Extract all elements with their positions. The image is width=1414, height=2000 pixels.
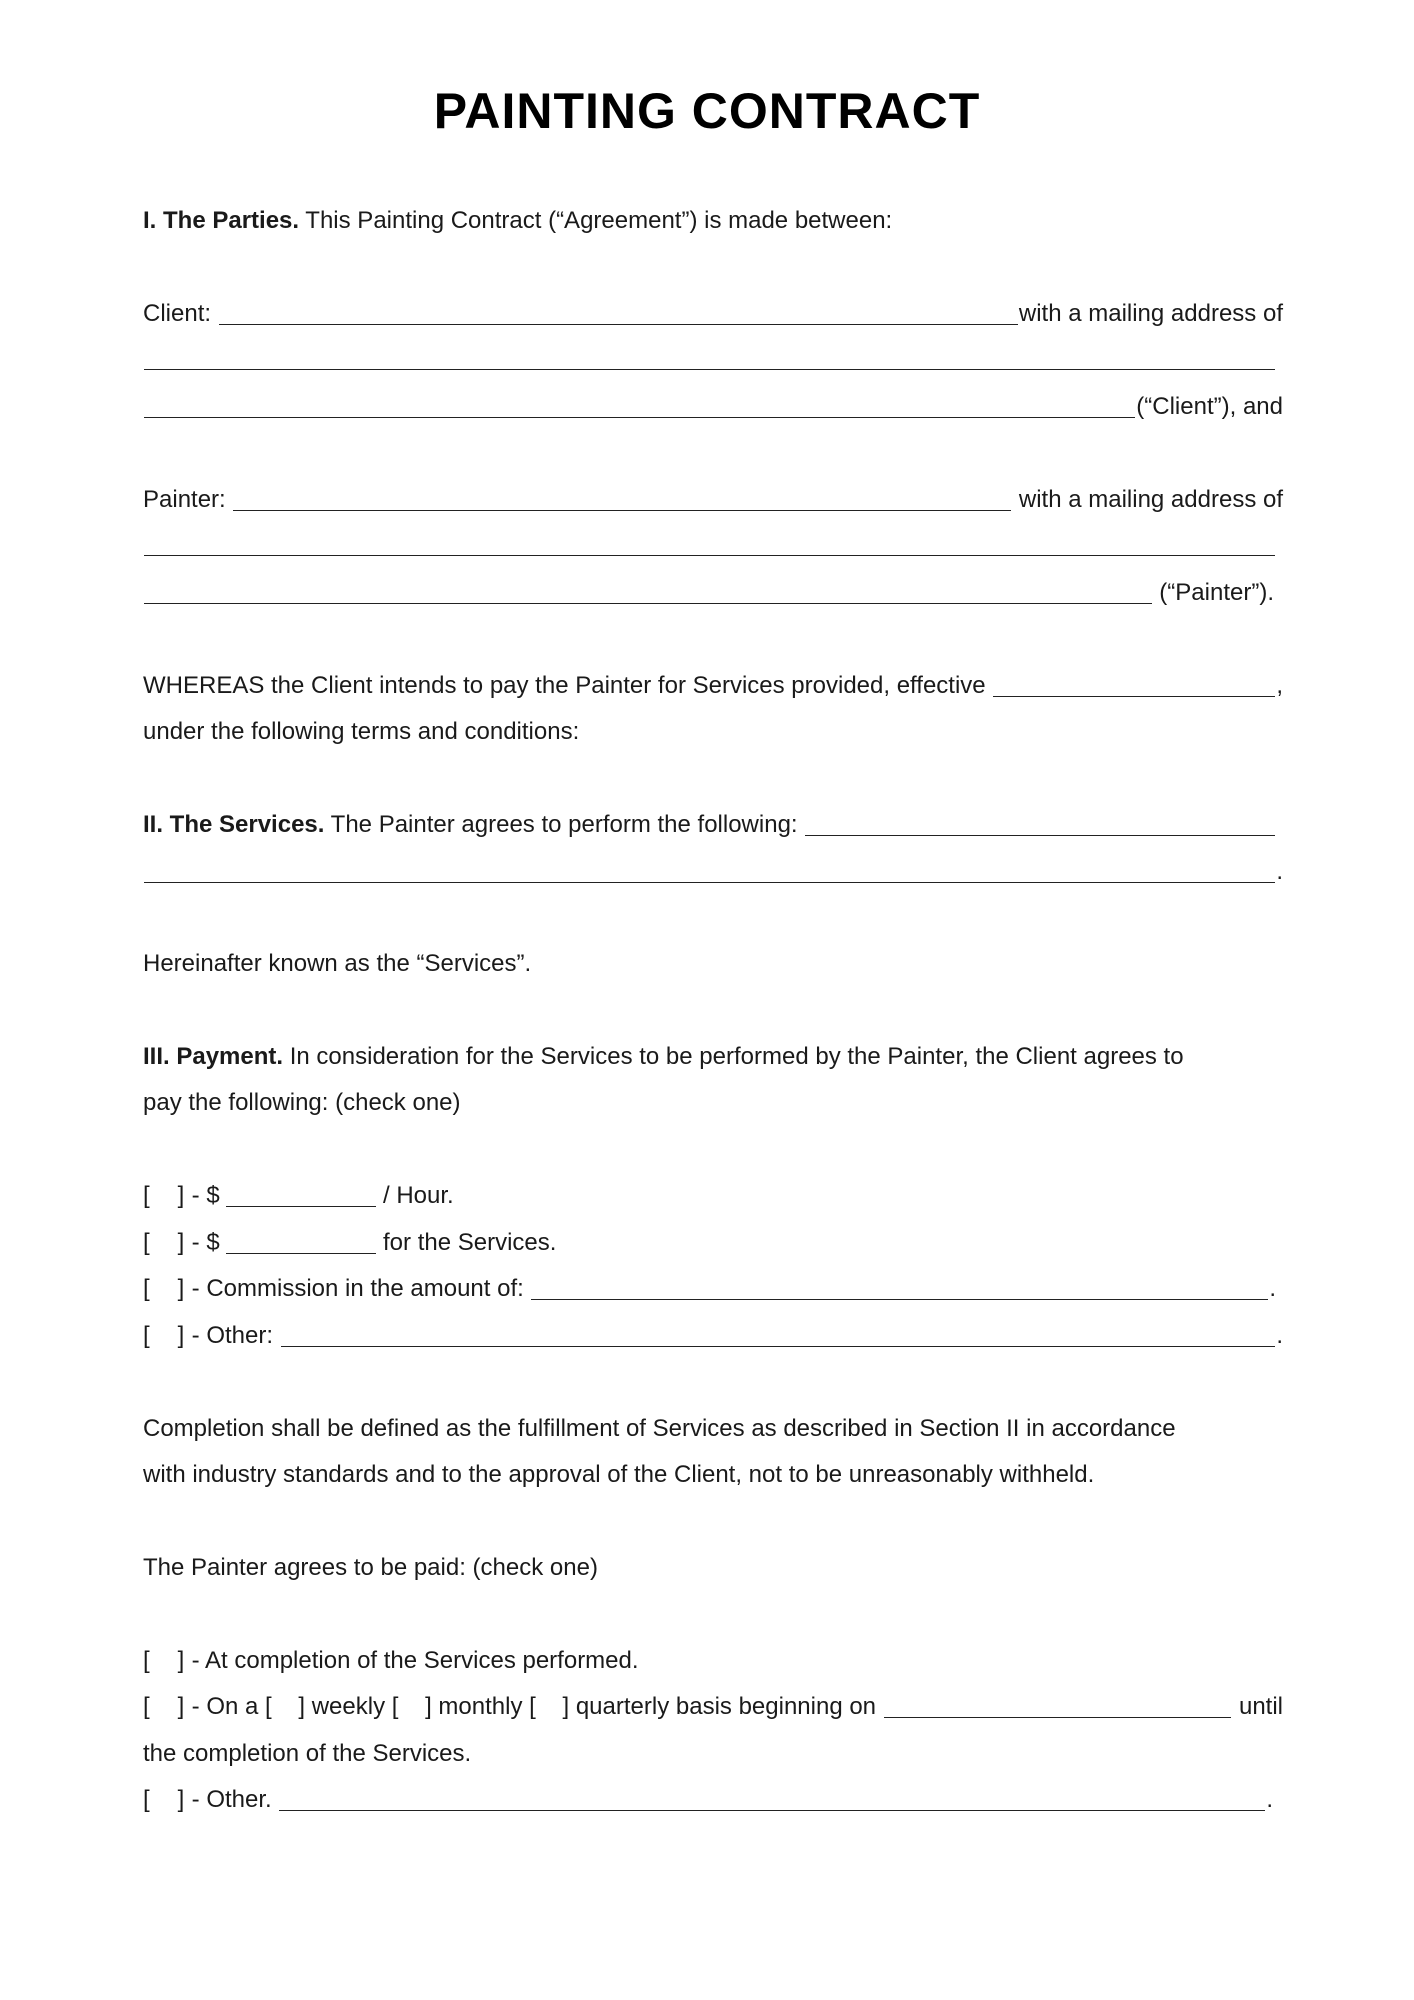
whereas-line-2 [143,715,1283,749]
quarterly-label: quarterly basis beginning on [569,1693,883,1720]
services-heading: II. The Services. [143,811,325,838]
paid-other-checkbox[interactable]: [ ] [143,1786,187,1813]
painter-name-field[interactable] [233,488,1011,511]
payment-line-2 [143,1086,1283,1120]
monthly-checkbox[interactable]: [ ] [391,1693,432,1720]
payment-option-flat [143,1226,1283,1260]
hereinafter-line [143,947,1283,981]
effective-date-field[interactable] [993,674,1275,697]
completion-text-1: Completion shall be defined as the fulfillment of Services as described in Section II in accordance [143,1415,1176,1442]
paid-option-completion [143,1644,1283,1678]
whereas-text: WHEREAS the Client intends to pay the Painter for Services provided, effective [143,672,993,699]
commission-checkbox[interactable]: [ ] [143,1275,187,1302]
client-mailing-label: with a mailing address of [1018,300,1283,327]
painter-label: Painter: [143,486,233,513]
parties-intro-text: This Painting Contract (“Agreement”) is made between: [299,207,893,234]
hourly-checkbox[interactable]: [ ] [143,1182,187,1209]
client-address-line-2 [143,390,1283,424]
services-field-2[interactable] [144,860,1275,883]
payment-line [143,1040,1283,1074]
weekly-checkbox[interactable]: [ ] [265,1693,306,1720]
painter-address-field-1[interactable] [144,533,1275,556]
client-address-field-1[interactable] [144,347,1275,370]
whereas-line [143,669,1283,703]
flat-fee-checkbox[interactable]: [ ] [143,1229,187,1256]
beginning-date-field[interactable] [884,1695,1232,1718]
paid-intro-text: The Painter agrees to be paid: (check one) [143,1554,598,1581]
periodic-on-a-text: - On a [185,1693,266,1720]
client-designation: (“Client”), and [1136,393,1283,420]
quarterly-checkbox[interactable]: [ ] [529,1693,570,1720]
client-name-field[interactable] [219,302,1018,325]
paid-completion-checkbox[interactable]: [ ] [143,1647,187,1674]
paid-completion-text: - At completion of the Services performed. [185,1647,639,1674]
painter-address-line-2 [143,576,1274,610]
client-line [143,297,1283,331]
hourly-prefix: - $ [185,1182,227,1209]
hereinafter-text: Hereinafter known as the “Services”. [143,950,532,977]
monthly-label: monthly [431,1693,530,1720]
hourly-rate-field[interactable] [226,1184,376,1207]
services-line-2 [143,855,1283,889]
parties-heading: I. The Parties. [143,207,300,234]
painter-address-field-2[interactable] [144,581,1152,604]
paid-other-text: - Other. [185,1786,279,1813]
painter-address-line-1 [143,529,1276,563]
payment-other-checkbox[interactable]: [ ] [143,1322,187,1349]
services-field-1[interactable] [805,813,1275,836]
payment-other-suffix: . [1276,1322,1283,1349]
until-text: until [1232,1693,1283,1720]
parties-intro-line [143,204,1283,238]
periodic-completion-text: the completion of the Services. [143,1740,472,1767]
commission-field[interactable] [531,1277,1268,1300]
whereas-terms-text: under the following terms and conditions: [143,718,580,745]
services-period: . [1276,858,1283,885]
painter-line [143,483,1283,517]
client-address-line-1 [143,343,1276,377]
payment-heading: III. Payment. [143,1043,284,1070]
client-address-field-2[interactable] [144,395,1135,418]
paid-periodic-checkbox[interactable]: [ ] [143,1693,187,1720]
paid-other-period: . [1266,1786,1273,1813]
payment-other-prefix: - Other: [185,1322,280,1349]
page-title: PAINTING CONTRACT [433,83,981,139]
flat-fee-suffix: for the Services. [376,1229,557,1256]
completion-line-1 [143,1412,1283,1446]
whereas-comma: , [1276,672,1283,699]
client-label: Client: [143,300,218,327]
paid-other-field[interactable] [279,1788,1265,1811]
completion-line-2 [143,1458,1283,1492]
payment-option-hourly [143,1179,1283,1213]
weekly-label: weekly [305,1693,392,1720]
payment-check-one: pay the following: (check one) [143,1089,461,1116]
paid-option-periodic [143,1690,1283,1724]
services-text: The Painter agrees to perform the following: [324,811,805,838]
painter-mailing-label: with a mailing address of [1012,486,1283,513]
payment-other-field[interactable] [281,1324,1276,1347]
paid-intro-line [143,1551,1283,1585]
payment-option-commission [143,1272,1276,1306]
flat-fee-prefix: - $ [185,1229,227,1256]
services-line [143,808,1276,842]
hourly-suffix: / Hour. [376,1182,454,1209]
completion-text-2: with industry standards and to the approval of the Client, not to be unreasonably withheld. [143,1461,1095,1488]
painter-designation: (“Painter”). [1152,579,1274,606]
commission-suffix: . [1269,1275,1276,1302]
paid-option-periodic-line-2 [143,1737,1283,1771]
payment-text: In consideration for the Services to be performed by the Painter, the Client agrees to [283,1043,1184,1070]
flat-fee-field[interactable] [226,1231,376,1254]
commission-prefix: - Commission in the amount of: [185,1275,531,1302]
paid-option-other [143,1783,1273,1817]
payment-option-other [143,1319,1283,1353]
